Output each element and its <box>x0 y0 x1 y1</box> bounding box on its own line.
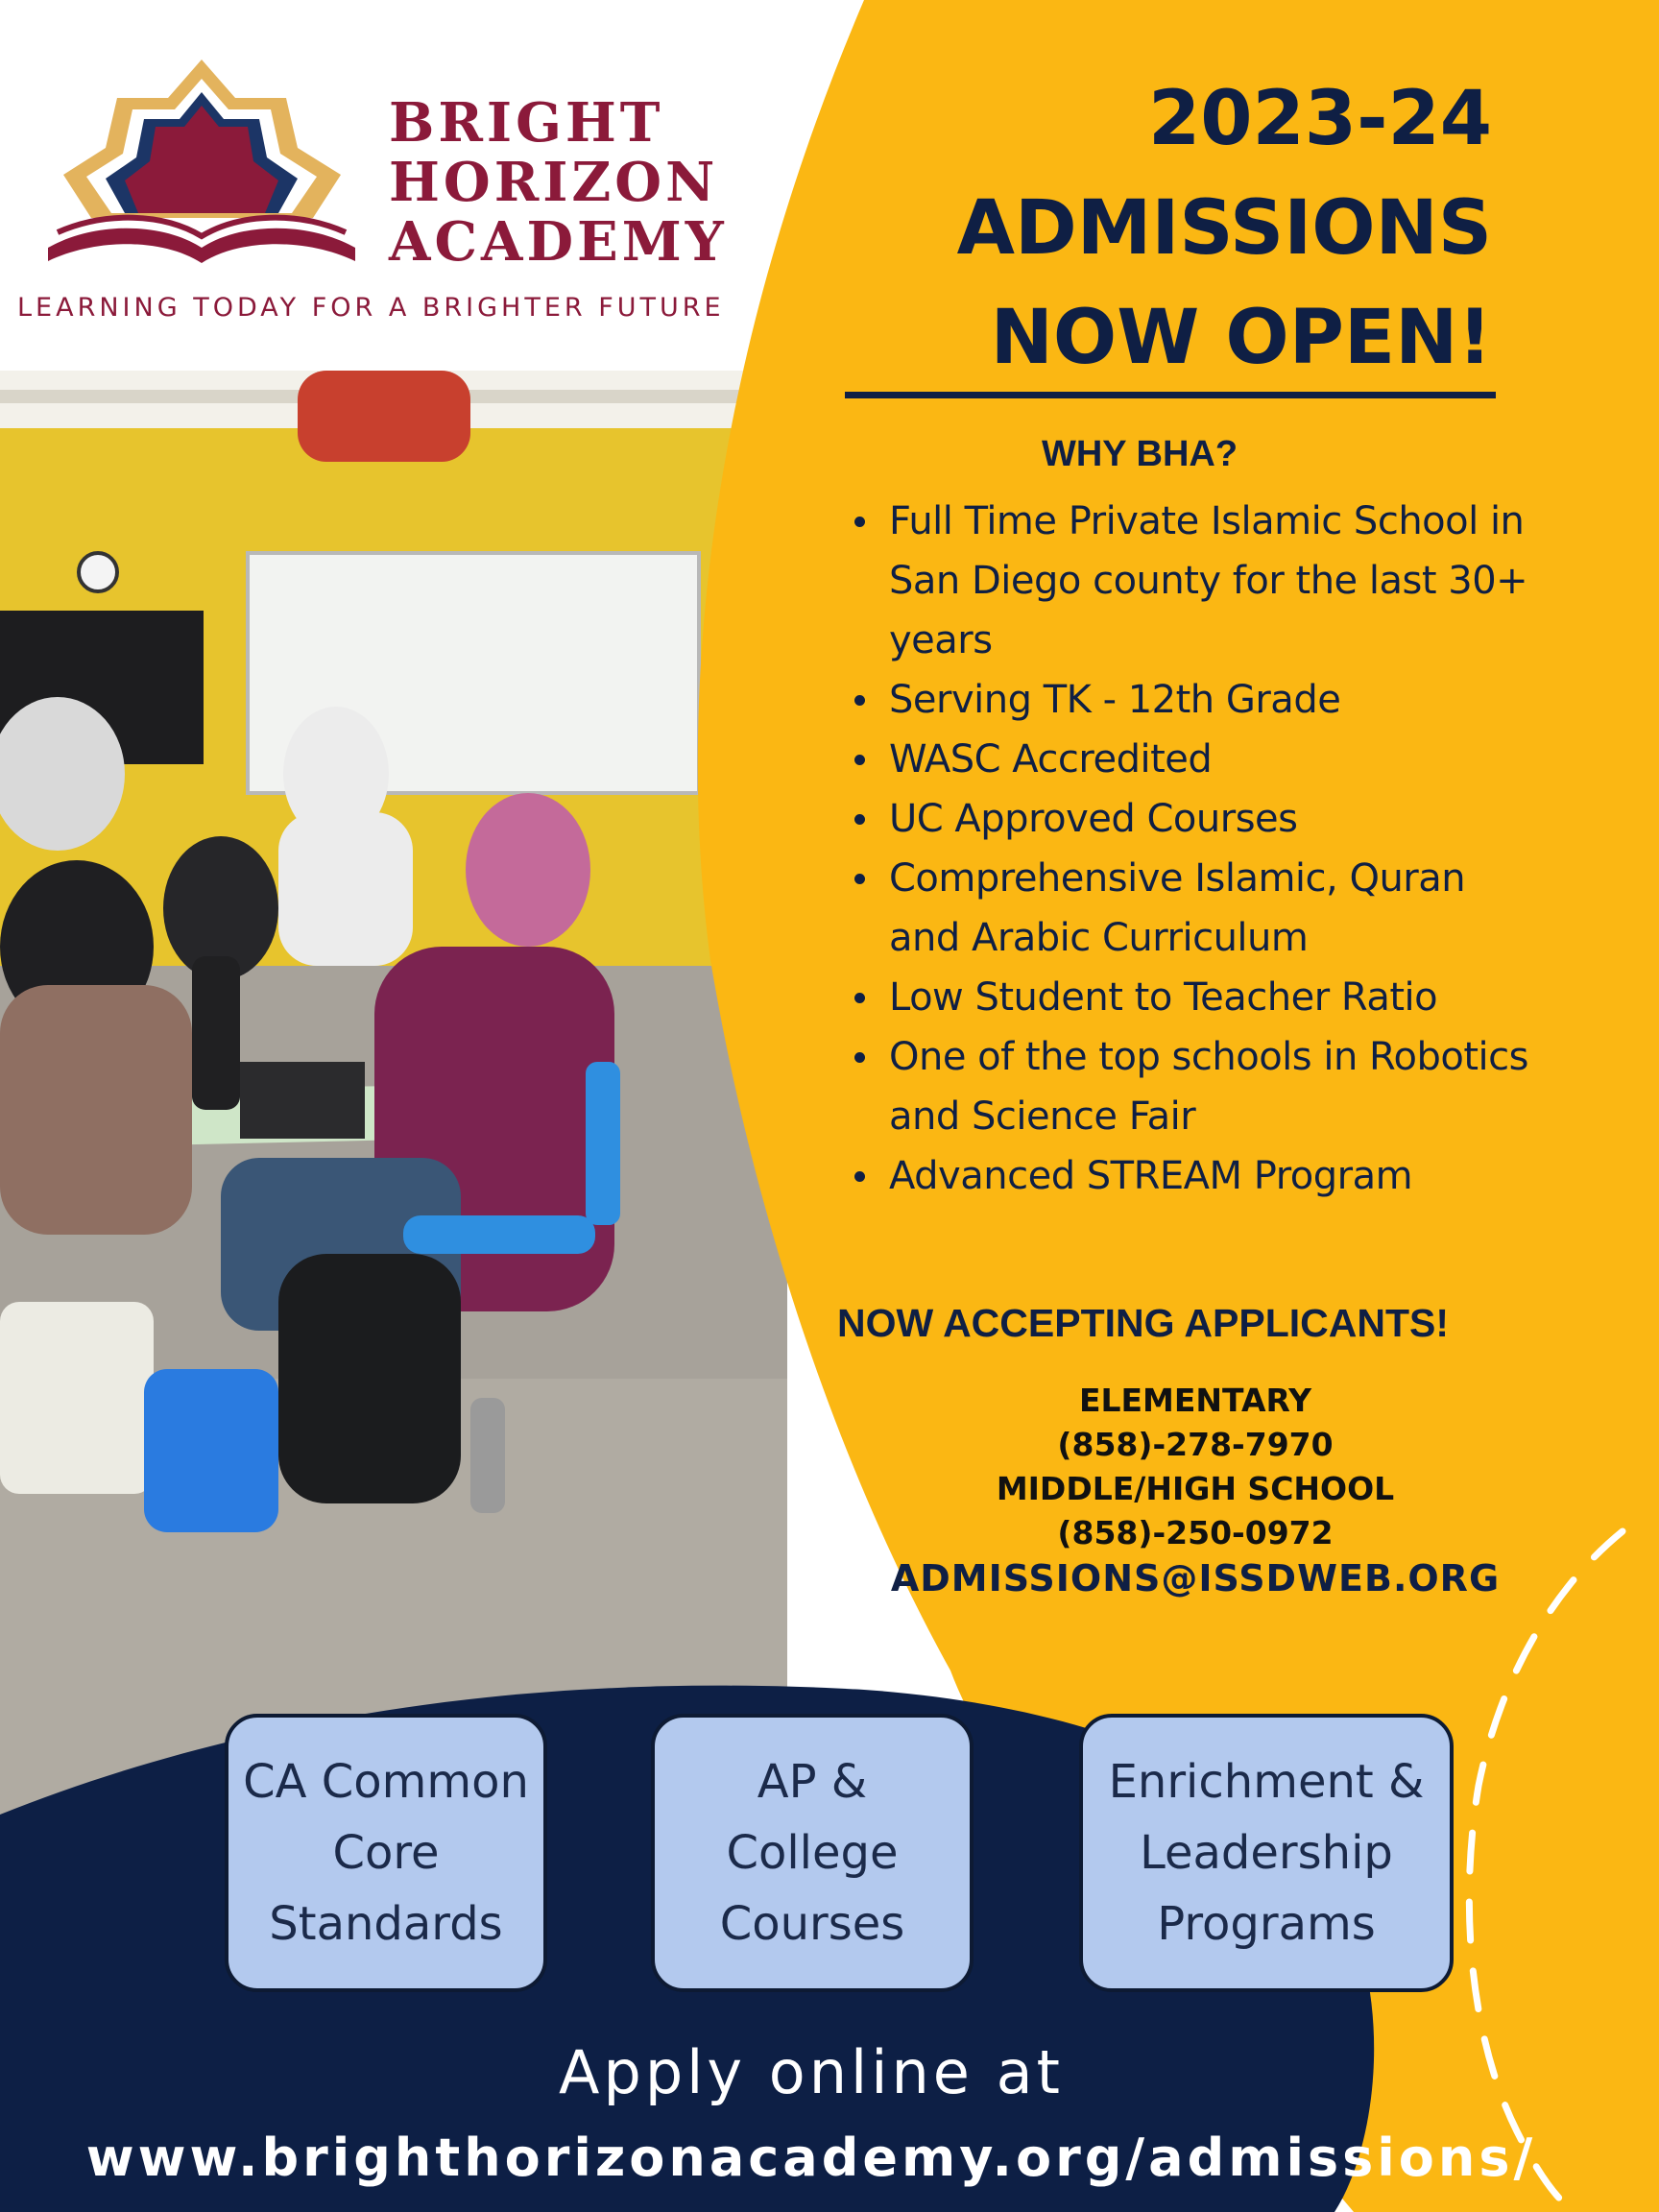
book-star-emblem-icon <box>38 60 365 271</box>
middle-high-phone[interactable]: (858)-250-0972 <box>1057 1514 1334 1551</box>
bullet-icon <box>854 993 865 1003</box>
program-card-ap-college: AP & College Courses <box>651 1714 974 1992</box>
why-bha-title: WHY BHA? <box>1042 434 1238 474</box>
logo-word-academy: ACADEMY <box>389 210 728 274</box>
logo-word-bright: BRIGHT <box>389 91 664 155</box>
accepting-applicants-heading: NOW ACCEPTING APPLICANTS! <box>837 1301 1450 1345</box>
bullet-icon <box>854 814 865 825</box>
headline-year: 2023-24 <box>1147 76 1492 162</box>
headline-divider <box>845 392 1496 398</box>
apply-online-label: Apply online at <box>559 2037 1064 2107</box>
why-bha-list <box>849 492 1540 1206</box>
elementary-label: ELEMENTARY <box>1078 1382 1312 1419</box>
list-item: Advanced STREAM Program <box>849 1146 1540 1206</box>
bullet-icon <box>854 695 865 706</box>
program-card-common-core: CA Common Core Standards <box>225 1714 547 1992</box>
list-item: Comprehensive Islamic, Quran and Arabic Curriculum <box>849 849 1540 968</box>
program-card-enrichment: Enrichment & Leadership Programs <box>1079 1714 1454 1992</box>
list-item: Full Time Private Islamic School in San Diego county for the last 30+ years <box>849 492 1540 670</box>
list-item: One of the top schools in Robotics and Science Fair <box>849 1027 1540 1146</box>
bullet-icon <box>854 1171 865 1182</box>
admissions-url-link[interactable]: www.brighthorizonacademy.org/admissions/ <box>85 2128 1537 2188</box>
bullet-icon <box>854 755 865 765</box>
list-item: UC Approved Courses <box>849 789 1540 849</box>
middle-high-label: MIDDLE/HIGH SCHOOL <box>996 1470 1395 1507</box>
logo-word-horizon: HORIZON <box>389 151 719 214</box>
headline-now-open: NOW OPEN! <box>990 295 1492 381</box>
bullet-icon <box>854 517 865 527</box>
bullet-icon <box>854 874 865 884</box>
list-item: WASC Accredited <box>849 730 1540 789</box>
logo-tagline: LEARNING TODAY FOR A BRIGHTER FUTURE <box>17 293 725 323</box>
admissions-email[interactable]: ADMISSIONS@ISSDWEB.ORG <box>890 1557 1501 1599</box>
bullet-icon <box>854 1052 865 1063</box>
list-item: Serving TK - 12th Grade <box>849 670 1540 730</box>
list-item: Low Student to Teacher Ratio <box>849 968 1540 1027</box>
elementary-phone[interactable]: (858)-278-7970 <box>1057 1426 1334 1463</box>
headline-admissions: ADMISSIONS <box>956 185 1492 272</box>
